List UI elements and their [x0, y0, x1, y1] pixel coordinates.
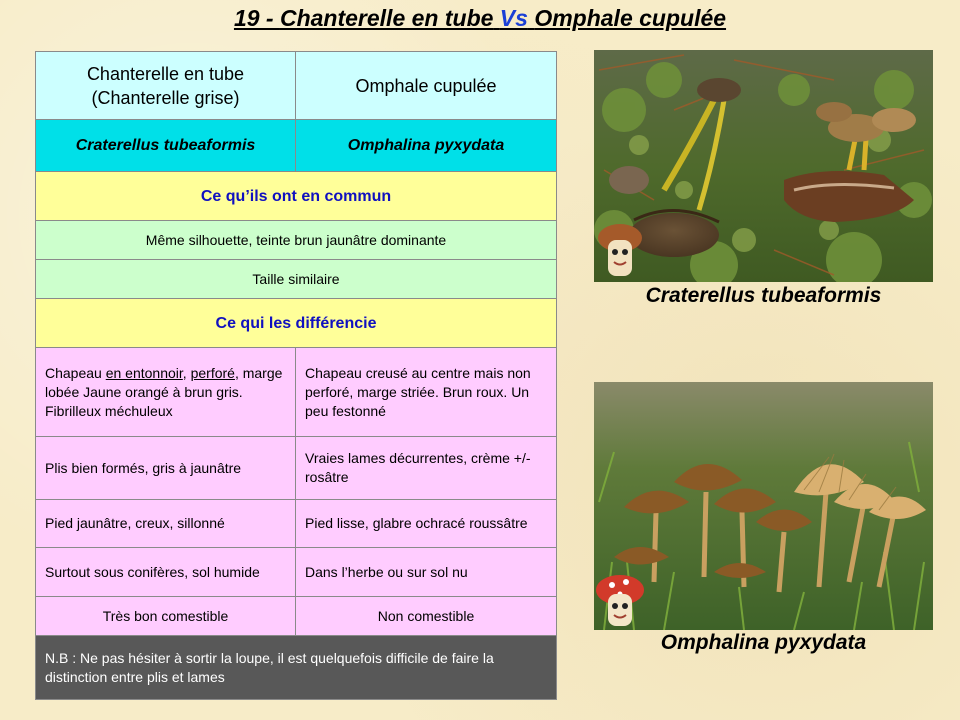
title-right-species: Omphale cupulée: [534, 5, 727, 31]
diff-gills-left: Plis bien formés, gris à jaunâtre: [36, 437, 296, 500]
header-right: Omphale cupulée: [296, 52, 557, 120]
diff-edible-left: Très bon comestible: [36, 597, 296, 636]
caption-omphalina: Omphalina pyxydata: [660, 631, 867, 654]
diff-habitat-left: Surtout sous conifères, sol humide: [36, 548, 296, 597]
caption-craterellus: Craterellus tubeaformis: [645, 284, 882, 307]
diff-habitat-right: Dans l’herbe ou sur sol nu: [296, 548, 557, 597]
diff-cap-left-pre: Chapeau: [45, 364, 106, 381]
diff-cap-left: [36, 348, 296, 437]
title-vs: Vs: [499, 5, 528, 31]
photo-omphalina-illustration: [594, 382, 933, 630]
header-left: Chanterelle en tube (Chanterelle grise): [36, 52, 296, 120]
common-heading: Ce qu’ils ont en commun: [36, 172, 557, 221]
diff-stem-left: Pied jaunâtre, creux, sillonné: [36, 500, 296, 548]
page-title: [0, 4, 960, 32]
diff-cap-left-funnel: en entonnoir: [105, 364, 183, 381]
photo-craterellus-illustration: [594, 50, 933, 282]
diff-cap-left-post: , marge lobée Jaune orangé à brun gris. Fibrilleux méchuleux: [45, 364, 283, 419]
diff-edible-right: Non comestible: [296, 597, 557, 636]
photo-craterellus: [594, 50, 933, 282]
diff-stem-right: Pied lisse, glabre ochracé roussâtre: [296, 500, 557, 548]
title-left-species: Chanterelle en tube: [279, 5, 494, 31]
note-row: N.B : Ne pas hésiter à sortir la loupe, il est quelquefois difficile de faire la distinction entre plis et lames: [36, 636, 557, 700]
diff-cap-left-perforated: perforé: [190, 364, 235, 381]
scientific-name-left: Craterellus tubeaformis: [36, 120, 296, 172]
title-number: 19 -: [233, 5, 280, 31]
scientific-name-right: Omphalina pyxydata: [296, 120, 557, 172]
common-row-size: Taille similaire: [36, 260, 557, 299]
common-row-silhouette: Même silhouette, teinte brun jaunâtre dominante: [36, 221, 557, 260]
photo-omphalina: [594, 382, 933, 630]
diff-cap-left-sep: ,: [182, 364, 191, 381]
differences-heading: Ce qui les différencie: [36, 299, 557, 348]
comparison-table: [35, 51, 557, 700]
title-text: [234, 5, 726, 31]
diff-cap-right: Chapeau creusé au centre mais non perforé, marge striée. Brun roux. Un peu festonné: [296, 348, 557, 437]
diff-gills-right: Vraies lames décurrentes, crème +/- rosâtre: [296, 437, 557, 500]
